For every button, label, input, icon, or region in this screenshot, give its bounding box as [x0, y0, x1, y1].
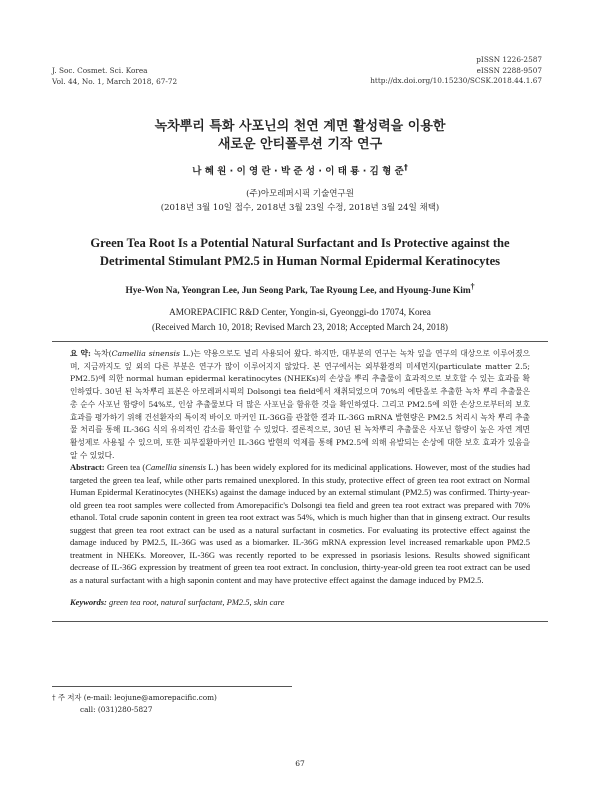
english-dates: (Received March 10, 2018; Revised March 23, 2018; Accepted March 24, 2018) — [152, 321, 448, 332]
footnote — [52, 692, 217, 716]
journal-volume: Vol. 44, No. 1, March 2018, 67-72 — [52, 76, 178, 86]
english-abstract-text-2: L.) has been widely explored for its medicinal applications. However, most of the studies had targeted the green tea leaf, while other parts remained unexplored. In this study, protective effect of green tea root extract on Normal Human Epidermal Keratinocytes (NHEKs) against the damage induced by an external stimulant (PM2.5) was confirmed. Thirty-year-old green tea root samples were collected from Amorepacific's Dolsongi tea field and green tea root extract was prepared with 70% ethanol. Total crude saponin content in green tea root extract was 54%, which is much higher than that in ginseng extract. Our results suggest that green tea root extract can be used as a natural surfactant in cosmetics. For evaluating its protective effect against the damage induced by PM2.5, IL-36G was used as a biomarker. IL-36G mRNA expression level increased remarkable upon PM2.5 treatment in NHEKs. Moreover, IL-36G was recently reported to be expressed in psoriasis lesions. Results showed significant decrease of IL-36G expression by treatment of green tea root extract. In conclusion, thirty-year-old green tea root extract can be used as a natural surfactant with a high saponin content and may have protective effect against the damage induced by PM2.5. — [70, 462, 530, 585]
corresponding-mark-en: † — [470, 282, 475, 291]
english-title-line2: Detrimental Stimulant PM2.5 in Human Normal Epidermal Keratinocytes — [99, 253, 501, 268]
pissn: pISSN 1226-2587 — [476, 55, 542, 64]
corresponding-mark: † — [403, 163, 408, 172]
korean-abstract-label: 요 약: — [70, 349, 91, 358]
english-abstract-text-1: Green tea ( — [104, 462, 146, 472]
english-affiliation-block — [0, 305, 600, 334]
footnote-rule — [52, 686, 292, 687]
korean-affiliation: (주)아모레퍼시픽 기술연구원 — [246, 189, 354, 199]
page-number: 67 — [295, 759, 305, 768]
english-abstract-species: Camellia sinensis — [145, 462, 206, 472]
journal-header — [52, 66, 177, 87]
english-abstract-label: Abstract: — [70, 462, 105, 472]
keywords-label: Keywords: — [70, 597, 107, 607]
english-authors — [0, 282, 600, 296]
english-title-line1: Green Tea Root Is a Potential Natural Surfactant and Is Protective against the — [90, 236, 510, 250]
keywords — [70, 597, 530, 607]
english-affiliation: AMOREPACIFIC R&D Center, Yongin-si, Gyeonggi-do 17074, Korea — [169, 307, 431, 317]
korean-title-line2: 새로운 안티폴루션 기작 연구 — [217, 136, 383, 152]
english-author-names: Hye-Won Na, Yeongran Lee, Jun Seong Park, Tae Ryoung Lee, and Hyoung-June Kim — [125, 286, 471, 297]
korean-affiliation-block — [0, 187, 600, 215]
korean-dates: (2018년 3월 10일 접수, 2018년 3월 23일 수정, 2018년 3월 24일 채택) — [160, 203, 440, 213]
journal-name: J. Soc. Cosmet. Sci. Korea — [52, 66, 148, 75]
keywords-text: green tea root, natural surfactant, PM2.5, skin care — [106, 597, 285, 607]
korean-abstract — [70, 348, 530, 462]
english-abstract — [70, 461, 530, 586]
doi-link[interactable]: http://dx.doi.org/10.15230/SCSK.2018.44.1.67 — [370, 76, 542, 85]
korean-abstract-text-1: 녹차( — [90, 349, 112, 358]
korean-author-names: 나 혜 원 · 이 영 란 · 박 준 성 · 이 태 룡 · 김 형 준 — [192, 166, 404, 178]
footnote-phone: call: (031)280-5827 — [80, 705, 153, 714]
korean-authors — [0, 163, 600, 177]
korean-title-line1: 녹차뿌리 특화 사포닌의 천연 계면 활성력을 이용한 — [154, 119, 446, 134]
korean-title — [0, 118, 600, 153]
abstract-bottom-rule — [52, 621, 548, 622]
korean-abstract-text-2: L.)는 약용으로도 널리 사용되어 왔다. 하지만, 대부분의 연구는 녹차 잎을 연구의 대상으로 이루어졌으며, 지금까지도 잎 외의 다른 부분은 연구가 많이 이루어지지 않았다. 본 연구에서는 외부환경의 미세먼지(particulate matter 2.5; PM2.5)에 의한 normal human epidermal keratinocytes (NHEKs)의 손상을 뿌리 추출물이 효과적으로 보호할 수 있는 효과를 확인하였다. 30년 된 녹차뿌리 표본은 아모레퍼시픽의 Dolsongi tea field에서 채취되었으며 70%의 에탄올로 추출한 녹차 뿌리 추출물은 총 순수 사포닌 함량이 54%로, 인삼 추출물보다 더 많은 사포닌을 함유한 것을 확인하였다. 그리고 PM2.5에 의한 손상으로부터의 보호 효과를 평가하기 위해 건선환자의 특이적 바이오 마커인 IL-36G를 관찰한 결과 IL-36G mRNA 발현량은 PM2.5 처리시 녹차 뿌리 추출물 처리를 통해 IL-36G 식의 유의적인 감소를 확인할 수 있었다. 결론적으로, 30년 된 녹차뿌리 추출물은 사포닌 함량이 높은 자연 계면 활성제로 사용될 수 있으며, 또한 피부질환마커인 IL-36G 발현의 억제를 통해 PM2.5에 의해 유발되는 손상에 대한 보호 효과가 있음을 알 수 있었다. — [70, 349, 530, 460]
abstract-top-rule — [52, 341, 548, 342]
korean-abstract-species: Camellia sinensis — [111, 349, 180, 358]
eissn: eISSN 2288-9507 — [476, 65, 542, 75]
issn-header — [370, 55, 542, 87]
footnote-email: † 주 저자 (e-mail: leojune@amorepacific.com) — [52, 693, 217, 702]
english-title — [40, 235, 560, 270]
